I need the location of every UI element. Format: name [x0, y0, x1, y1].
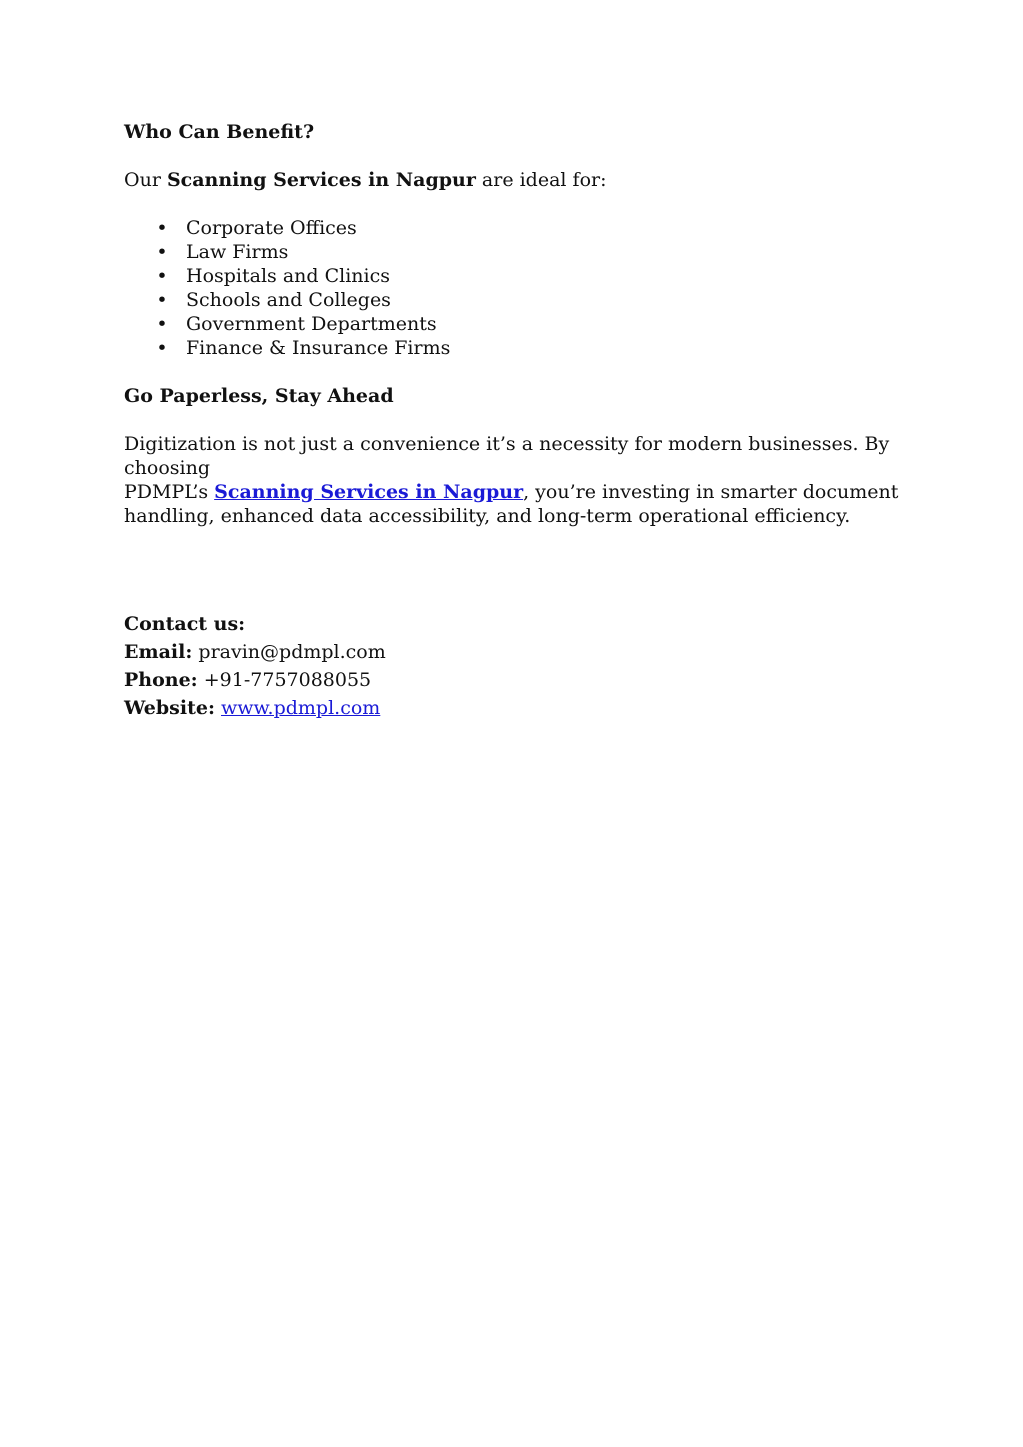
- spacer: [124, 528, 914, 610]
- list-item-label: Government Departments: [186, 313, 437, 335]
- list-item-label: Finance & Insurance Firms: [186, 337, 451, 359]
- spacer: [124, 192, 914, 216]
- contact-heading: Contact us:: [124, 613, 246, 635]
- body-line-2: [124, 480, 914, 504]
- scanning-services-link[interactable]: Scanning Services in Nagpur: [214, 481, 524, 503]
- list-item-label: Schools and Colleges: [186, 289, 391, 311]
- list-item: [124, 216, 914, 240]
- list-item: [124, 336, 914, 360]
- list-item-label: Law Firms: [186, 241, 289, 263]
- section-heading-who-can-benefit: Who Can Benefit?: [124, 121, 315, 143]
- bullet-icon: •: [156, 289, 168, 311]
- list-item: [124, 288, 914, 312]
- spacer: [124, 408, 914, 432]
- contact-website-line: [124, 694, 914, 722]
- contact-email-line: [124, 638, 914, 666]
- intro-bold-text: Scanning Services in Nagpur: [166, 169, 476, 191]
- body-line-1: Digitization is not just a convenience it’s a necessity for modern businesses. By choosing: [124, 433, 890, 479]
- bullet-icon: •: [156, 241, 168, 263]
- bullet-icon: •: [156, 313, 168, 335]
- contact-phone-line: [124, 666, 914, 694]
- bullet-icon: •: [156, 217, 168, 239]
- email-label: Email:: [124, 641, 193, 663]
- spacer: [124, 144, 914, 168]
- body-line-3: handling, enhanced data accessibility, and long-term operational efficiency.: [124, 505, 851, 527]
- list-item: [124, 240, 914, 264]
- body-paragraph: [124, 432, 914, 528]
- website-link[interactable]: www.pdmpl.com: [221, 697, 381, 719]
- intro-paragraph: [124, 168, 914, 192]
- intro-suffix: are ideal for:: [475, 169, 607, 191]
- list-item: [124, 312, 914, 336]
- beneficiary-list: [124, 216, 914, 360]
- document-page: [124, 120, 914, 722]
- section-heading-go-paperless: Go Paperless, Stay Ahead: [124, 385, 394, 407]
- body-after-link: , you’re investing in smarter document: [523, 481, 899, 503]
- email-value: pravin@pdmpl.com: [198, 641, 386, 663]
- intro-prefix: Our: [124, 169, 167, 191]
- body-prefix: PDMPL’s: [124, 481, 215, 503]
- phone-value: +91-7757088055: [203, 669, 372, 691]
- spacer: [124, 360, 914, 384]
- website-label: Website:: [124, 697, 215, 719]
- contact-block: [124, 610, 914, 722]
- list-item-label: Corporate Offices: [186, 217, 357, 239]
- bullet-icon: •: [156, 265, 168, 287]
- list-item-label: Hospitals and Clinics: [186, 265, 390, 287]
- phone-label: Phone:: [124, 669, 198, 691]
- bullet-icon: •: [156, 337, 168, 359]
- list-item: [124, 264, 914, 288]
